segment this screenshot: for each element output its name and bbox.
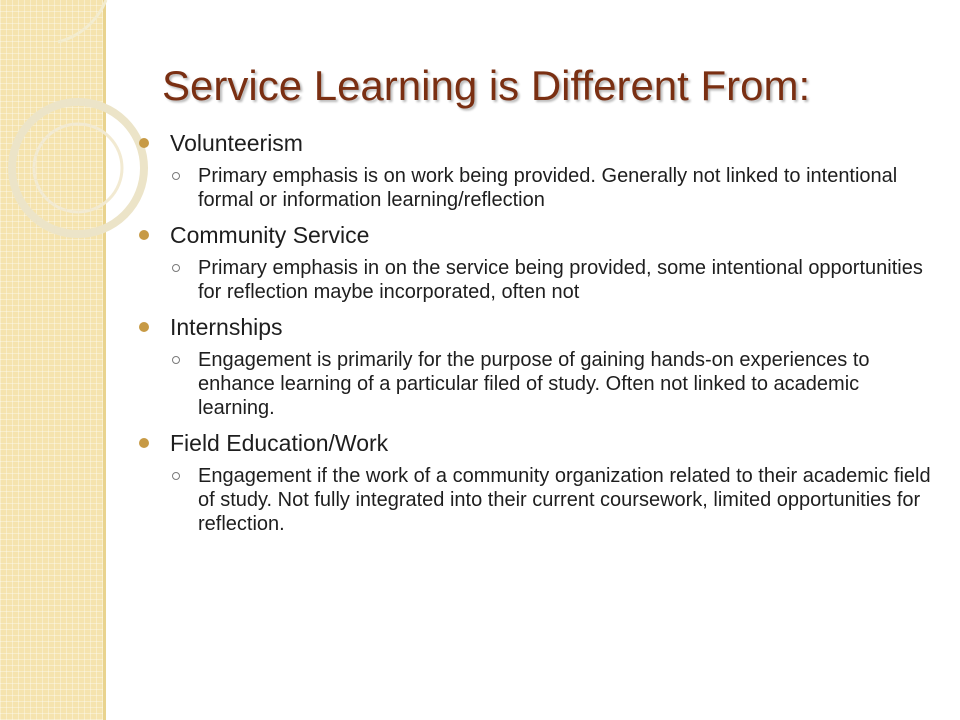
bullet-heading-text: Community Service [170,222,370,248]
bullet-heading [136,220,936,250]
bullet-heading [136,428,936,458]
sub-bullet-ring-icon [172,356,180,364]
list-item-field-education [136,428,936,536]
deco-arc [58,0,106,42]
sub-bullet [136,256,936,304]
list-item-volunteerism [136,128,936,212]
list-item-internships [136,312,936,420]
deco-ring-outer [12,102,144,234]
bullet-heading [136,312,936,342]
sub-bullet [136,348,936,420]
sub-bullet-ring-icon [172,472,180,480]
bullet-dot-icon [139,438,149,448]
bullet-dot-icon [139,230,149,240]
deco-ring-inner [34,124,122,212]
sub-bullet [136,464,936,536]
bullet-heading-text: Volunteerism [170,130,303,156]
sub-bullet-ring-icon [172,264,180,272]
sub-bullet-text: Primary emphasis in on the service being provided, some intentional opportunities for reflection maybe incorporated, often not [198,257,923,303]
bullet-list [136,128,936,544]
list-item-community-service [136,220,936,304]
slide-title: Service Learning is Different From: [162,62,811,109]
bullet-heading-text: Internships [170,314,283,340]
bullet-heading-text: Field Education/Work [170,430,389,456]
sub-bullet-text: Primary emphasis is on work being provided. Generally not linked to intentional formal or information learning/reflection [198,165,898,211]
bullet-heading [136,128,936,158]
bullet-dot-icon [139,138,149,148]
sub-bullet [136,164,936,212]
bullet-dot-icon [139,322,149,332]
sub-bullet-ring-icon [172,172,180,180]
sub-bullet-text: Engagement is primarily for the purpose of gaining hands-on experiences to enhance learning of a particular filed of study. Often not linked to academic learning. [198,349,870,419]
sub-bullet-text: Engagement if the work of a community organization related to their academic field of study. Not fully integrated into their current coursework, limited opportunities for reflection. [198,465,931,535]
